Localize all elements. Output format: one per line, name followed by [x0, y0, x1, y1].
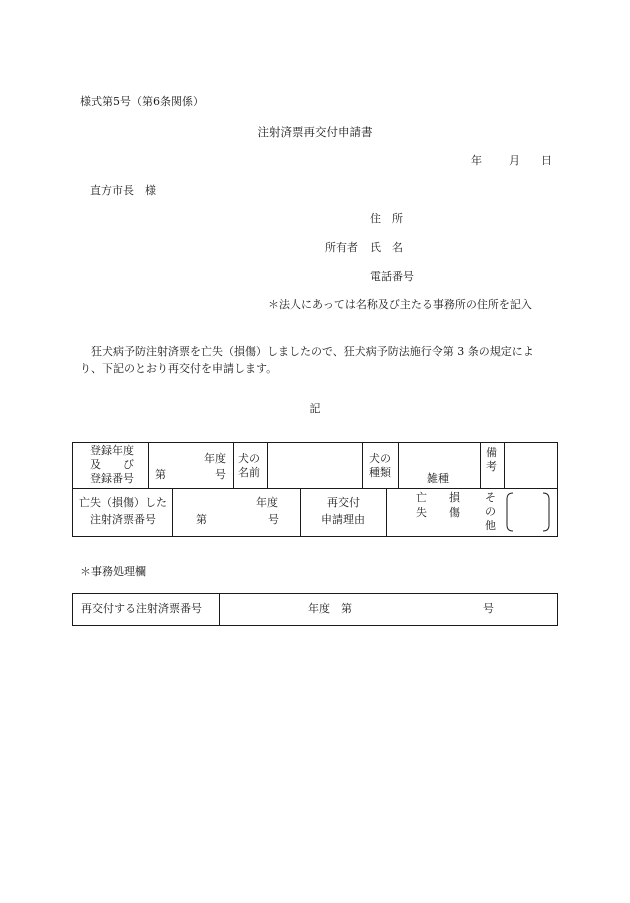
reg-label-line2: 及 び — [90, 458, 134, 471]
corporate-note: ＊法人にあっては名称及び主たる事務所の住所を記入 — [268, 298, 532, 311]
document-title: 注射済票再交付申請書 — [257, 125, 373, 139]
other-option-line3: 他 — [485, 519, 496, 532]
reissue-number-label: 再交付する注射済票番号 — [81, 602, 202, 615]
lost-damaged-option[interactable]: 亡 損 — [416, 491, 460, 504]
lost-dai-label: 第 — [196, 513, 207, 526]
office-heading: ＊事務処理欄 — [80, 565, 146, 578]
lost-damaged-option-line2: 失 傷 — [416, 506, 460, 519]
lost-label-line1: 亡失（損傷）した — [79, 496, 167, 509]
reissue-year-dai-label: 年度 第 — [308, 602, 352, 615]
other-detail-bracket[interactable] — [505, 492, 551, 532]
other-option-line1[interactable]: そ — [485, 491, 496, 504]
date-month-label: 月 — [509, 154, 520, 167]
date-day-label: 日 — [541, 154, 552, 167]
date-year-label: 年 — [471, 154, 482, 167]
other-option-line2: の — [485, 505, 496, 518]
remarks-line1: 備 — [486, 446, 497, 459]
reissue-go-label: 号 — [483, 602, 494, 615]
address-label: 住 所 — [370, 212, 403, 225]
name-label: 氏 名 — [370, 241, 403, 254]
form-number: 様式第5号（第6条関係） — [80, 95, 204, 108]
phone-label: 電話番号 — [370, 270, 414, 283]
reg-go-label: 号 — [215, 468, 226, 481]
reason-line2: 申請理由 — [321, 513, 365, 526]
addressee: 直方市長 様 — [90, 184, 156, 197]
reg-label-line3: 登録番号 — [90, 472, 134, 485]
dog-type-line1: 犬の — [369, 452, 391, 465]
owner-label: 所有者 — [325, 241, 358, 254]
dog-type-line2: 種類 — [369, 466, 391, 479]
reg-year-label: 年度 — [204, 452, 226, 465]
ki-heading: 記 — [309, 402, 321, 415]
reg-dai-label: 第 — [155, 468, 166, 481]
lost-year-label: 年度 — [256, 496, 278, 509]
remarks-value[interactable] — [505, 443, 557, 488]
reason-line1: 再交付 — [327, 496, 360, 509]
dog-name-line1: 犬の — [238, 452, 260, 465]
remarks-line2: 考 — [486, 460, 497, 473]
office-table — [72, 593, 558, 626]
dog-info-table — [72, 442, 558, 537]
lost-label-line2: 注射済票番号 — [90, 513, 156, 526]
lost-go-label: 号 — [268, 513, 279, 526]
dog-name-value[interactable] — [268, 443, 362, 488]
application-body-text: 狂犬病予防注射済票を亡失（損傷）しましたので、狂犬病予防法施行令第 3 条の規定により、下記のとおり再交付を申請します。 — [80, 345, 534, 375]
mixed-breed-label: 雑種 — [427, 472, 449, 485]
reg-label-line1: 登録年度 — [90, 444, 134, 457]
dog-name-line2: 名前 — [238, 466, 260, 479]
